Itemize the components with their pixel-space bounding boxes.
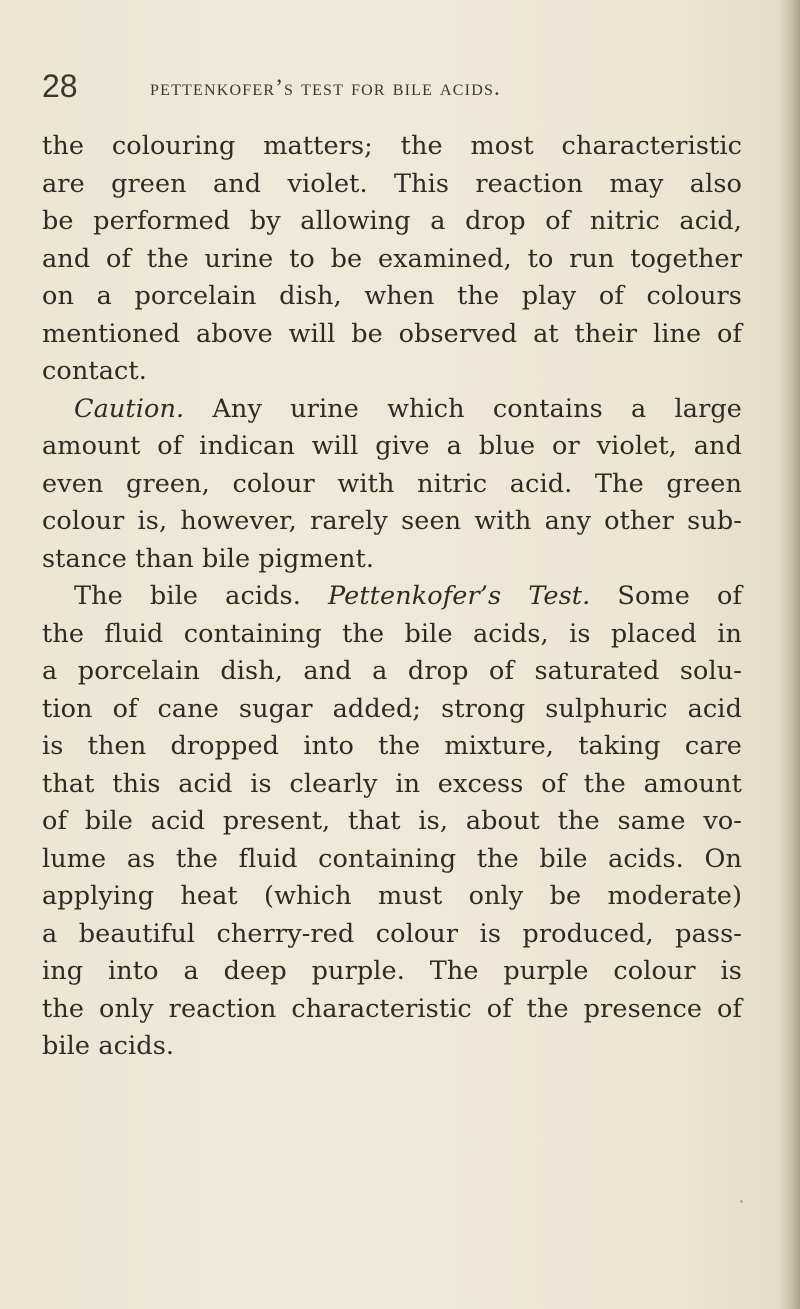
text-line: tion of cane sugar added; strong sulphuric acid: [42, 693, 742, 724]
text-line: colour is, however, rarely seen with any other sub-: [42, 506, 742, 536]
text-line: contact.: [42, 356, 147, 386]
text-line: is then dropped into the mixture, taking care: [42, 731, 742, 761]
text-line: are green and violet. This reaction may also: [42, 168, 742, 199]
text-line: that this acid is clearly in excess of the amount: [42, 768, 742, 799]
text-line: and of the urine to be examined, to run together: [42, 243, 742, 274]
running-head-title: pettenkofer’s test for bile acids.: [150, 75, 502, 100]
text-line-rest: Some of: [590, 581, 742, 611]
paper-speck: [740, 1200, 743, 1203]
text-line: lume as the fluid containing the bile acids. On: [42, 843, 742, 874]
test-name: Pettenkofer’s Test.: [328, 581, 591, 611]
running-head: [42, 66, 762, 106]
text-line: on a porcelain dish, when the play of colours: [42, 281, 742, 311]
text-line-rest: Any urine which contains a large: [184, 393, 742, 424]
page-edge-shadow: [778, 0, 800, 1309]
text-line: ing into a deep purple. The purple colour is: [42, 956, 742, 986]
text-line: even green, colour with nitric acid. The green: [42, 468, 742, 499]
section-lead: The bile acids.: [74, 581, 329, 611]
text-line: [42, 578, 742, 616]
text-line: a porcelain dish, and a drop of saturated solu-: [42, 656, 742, 686]
page-number: 28: [42, 68, 78, 104]
text-line: the colouring matters; the most characteristic: [42, 131, 742, 161]
text-line: applying heat (which must only be moderate): [42, 881, 742, 911]
text-line: mentioned above will be observed at their line of: [42, 318, 742, 349]
text-line: [42, 391, 742, 429]
caution-heading: Caution.: [74, 393, 185, 424]
body-text: [42, 128, 742, 1066]
text-line: bile acids.: [42, 1031, 175, 1061]
text-line: stance than bile pigment.: [42, 543, 375, 574]
text-line: of bile acid present, that is, about the same vo-: [42, 806, 742, 836]
text-line: be performed by allowing a drop of nitric acid,: [42, 206, 742, 236]
text-line: the fluid containing the bile acids, is placed in: [42, 618, 742, 649]
text-line: the only reaction characteristic of the presence of: [42, 993, 742, 1024]
text-line: amount of indican will give a blue or violet, and: [42, 431, 742, 461]
text-line: a beautiful cherry-red colour is produced, pass-: [42, 918, 742, 949]
